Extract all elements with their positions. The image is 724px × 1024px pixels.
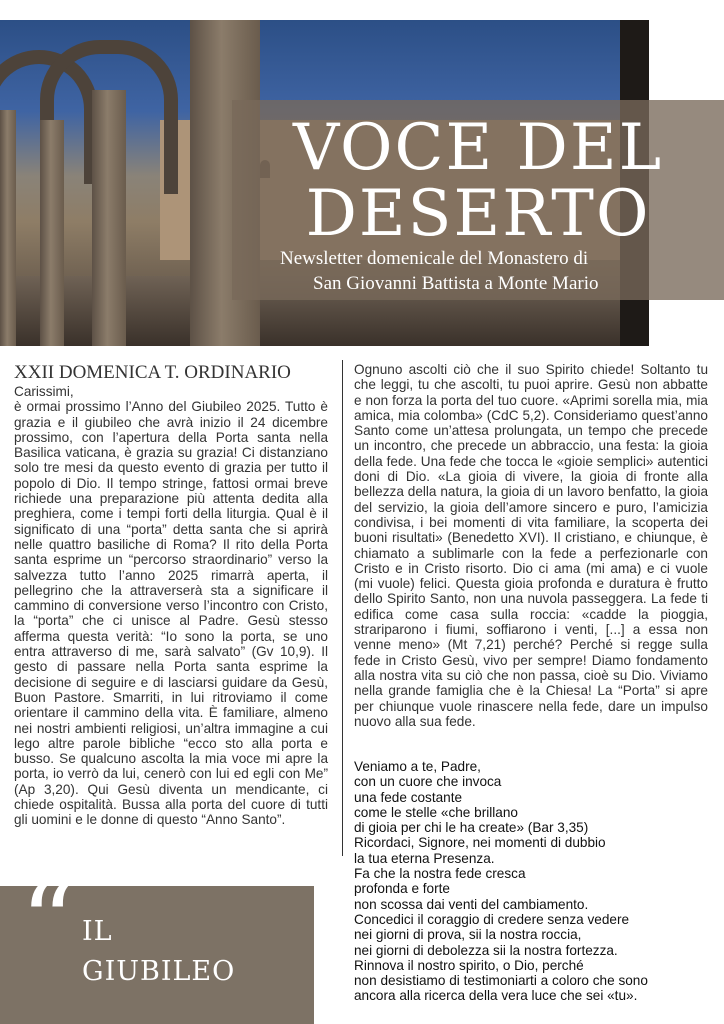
masthead-title-line1: VOCE DEL: [292, 111, 664, 185]
prayer-line: Ricordaci, Signore, nei momenti di dubbio: [354, 835, 606, 851]
prayer-line: Rinnova il nostro spirito, o Dio, perché: [354, 957, 584, 973]
prayer-line: di gioia per chi le ha create» (Bar 3,35): [354, 820, 589, 836]
prayer-line: Veniamo a te, Padre,: [354, 759, 481, 774]
article-right-text: Ognuno ascolti ciò che il suo Spirito chiede! Soltanto tu che leggi, tu che ascolti, tu puoi aprire. Gesù non abbatte e non forza la porta del tuo cuore. «Aprimi sorella mia, mia amica, mia colomba» (CdC 5,2). Consideriamo quest’anno Santo come un’attesa prolungata, un tempo che precede un incontro, che precede un abbraccio, una festa: la gioia della fede. Una fede che tocca le «gioie semplici» autentici doni di Dio. «La gioia di vivere, la gioia di fronte alla bellezza della natura, la gioia di un lavoro benfatto, la gioia del servizio, la gioia dell’amore sincero e puro, l’amicizia condivisa, i bei momenti di vita familiare, la scoperta dei buoni risultati» (Benedetto XVI). Il cristiano, e chiunque, è chiamato a sublimarle con la fede a perfezionarle con Cristo e in Cristo risorto. Dio ci ama (mi ama) e ci vuole (mi vuole) felici. Questa gioia profonda e duratura è frutto dello Spirito Santo, non una nuvola passeggera. La fede ti edifica come casa sulla roccia: «cadde la pioggia, strariparono i fiumi, soffiarono i venti, [...] a essa non venne meno» (Mt 7,21) perché? Perché si regge sulla fede in Cristo Gesù, vivo per sempre! Diamo fondamento alla nostra vita su ciò che non passa, cioè su Dio. Viviamo nella grande famiglia che è la Chiesa! La “Porta” si apre per chiunque vuole rinascere nella fede, dare un impulso nuovo alla sua fede.: [354, 362, 708, 729]
prayer-line: profonda e forte: [354, 881, 450, 897]
masthead: [232, 100, 724, 300]
prayer-line: la tua eterna Presenza.: [354, 850, 495, 866]
masthead-subtitle-line2: San Giovanni Battista a Monte Mario: [313, 273, 599, 294]
jubilee-quote-box: [0, 859, 314, 1024]
article-left-column: [14, 384, 328, 828]
prayer-line: come le stelle «che brillano: [354, 804, 518, 820]
column-divider: [342, 360, 343, 856]
prayer-line: con un cuore che invoca: [354, 774, 502, 790]
prayer-line: non desistiamo di testimoniarti a coloro che sono: [354, 973, 648, 989]
prayer-line: una fede costante: [354, 789, 463, 805]
sunday-heading: XXII DOMENICA T. ORDINARIO: [14, 362, 291, 383]
masthead-subtitle-line1: Newsletter domenicale del Monastero di: [280, 248, 589, 269]
quote-text-line1: IL: [82, 916, 113, 947]
quote-mark-icon: “: [20, 859, 77, 987]
prayer-line: non scossa dai venti del cambiamento.: [354, 896, 589, 912]
prayer-line: Concedici il coraggio di credere senza vedere: [354, 911, 630, 927]
prayer-line: Fa che la nostra fede cresca: [354, 866, 526, 882]
quote-text-line2: GIUBILEO: [82, 956, 236, 987]
prayer-line: ancora alla ricerca della vera luce che sei «tu».: [354, 988, 638, 1004]
prayer-line: nei giorni di debolezza sii la nostra fortezza.: [354, 942, 618, 958]
prayer-block: [354, 759, 714, 1004]
article-right-column: [354, 362, 708, 729]
article-left-text: Carissimi, è ormai prossimo l’Anno del Giubileo 2025. Tutto è grazia e il giubileo che avrà inizio il 24 dicembre prossimo, con l’apertura della Porta santa nella Basilica vaticana, è grazia su grazia! Ci distanziano solo tre mesi da questo evento di grazia per tutto il popolo di Dio. Il tempo stringe, fattosi ormai breve richiede una preparazione più attenta dedita alla preghiera, come i tempi forti della liturgia. Qual è il significato di una “porta” detta santa che si aprirà nelle quattro basiliche di Roma? Il rito della Porta santa esprime un “percorso straordinario” verso la salvezza tutto l’anno 2025 rimarrà aperta, il pellegrino che la attraverserà sta a significare il cammino di conversione verso l’incontro con Cristo, la “porta” che ci unisce al Padre. Gesù stesso afferma questa verità: “Io sono la porta, se uno entra attraverso di me, sarà salvato” (Gv 10,9). Il gesto di passare nella Porta santa esprime la decisione di seguire e di lasciarsi guidare da Gesù, Buon Pastore. Smarriti, in lui ritroviamo il come orientare il cammino della vita. È familiare, almeno nei nostri ambienti religiosi, un’altra immagine a cui lego altre parole bibliche “ecco sto alla porta e busso. Se qualcuno ascolta la mia voce mi apre la porta, io verrò da lui, cenerò con lui ed egli con Me” (Ap 3,20). Qui Gesù diventa un mendicante, ci chiede ospitalità. Bussa alla porta del cuore di tutti gli uomini e le donne di questo “Anno Santo”.: [14, 384, 328, 828]
prayer-line: nei giorni di prova, sii la nostra roccia,: [354, 927, 582, 943]
masthead-title-line2: DESERTO: [305, 177, 651, 251]
